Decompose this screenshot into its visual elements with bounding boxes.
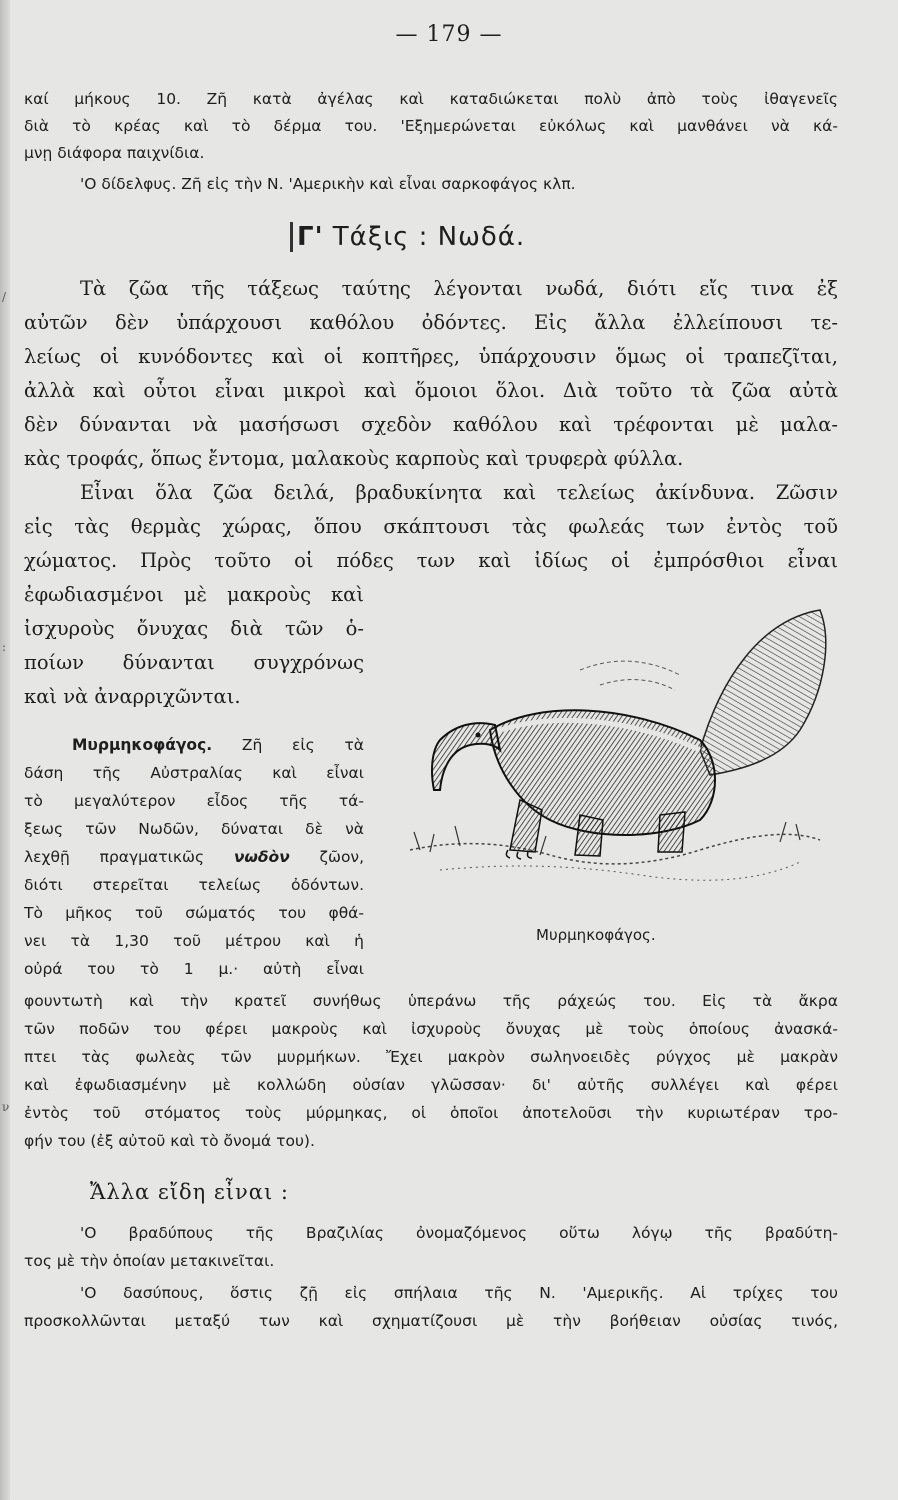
text-line: φήν του (ἐξ αὐτοῦ καὶ τὸ ὄνομά του).: [24, 1132, 315, 1150]
text-line: Τὸ μῆκος τοῦ σώματός του φθά-: [24, 904, 364, 922]
text-line: ποίων δύνανται συγχρόνως: [24, 651, 364, 674]
text-line: ξεως τῶν Νωδῶν, δύναται δὲ νὰ: [24, 820, 364, 838]
text-line: Τὰ ζῶα τῆς τάξεως ταύτης λέγονται νωδά, διότι εἴς τινα ἐξ: [80, 277, 838, 300]
anteater-term: Μυρμηκοφάγος.: [72, 736, 213, 754]
text-line: 'Ο βραδύπους τῆς Βραζιλίας ὀνομαζόμενος οὕτω λόγῳ τῆς βραδύτη-: [80, 1224, 838, 1242]
text-line: καὶ ἐφωδιασμένην μὲ κολλώδη οὐσίαν γλῶσσαν· δι' αὐτῆς συλλέγει καὶ φέρει: [24, 1076, 838, 1094]
text-span: ζῶον,: [289, 848, 364, 866]
section-title: Τάξις : Νωδά.: [332, 222, 526, 252]
figure-caption: Μυρμηκοφάγος.: [536, 926, 656, 944]
text-line: καί μήκους 10. Ζῆ κατὰ ἀγέλας καὶ καταδιώκεται πολὺ ἀπὸ τοὺς ἰθαγενεῖς: [24, 90, 838, 108]
text-span: Ζῆ εἰς τὰ: [212, 736, 364, 754]
emphasis-term: νωδὸν: [233, 848, 290, 866]
text-line: μνῃ διάφορα παιχνίδια.: [24, 144, 205, 162]
text-line: τὸ μεγαλύτερον εἶδος τῆς τά-: [24, 792, 364, 810]
text-span: λεχθῇ πραγματικῶς: [24, 848, 234, 866]
text-line: δὲν δύνανται νὰ μασήσωσι σχεδὸν καθόλου καὶ τρέφονται μὲ μαλα-: [24, 413, 838, 436]
text-line: αὐτῶν δὲν ὑπάρχουσι καθόλου ὀδόντες. Εἰς ἄλλα ἐλλείπουσι τε-: [24, 311, 838, 334]
text-line: διότι στερεῖται τελείως ὀδόντων.: [24, 876, 364, 894]
page-number: — 179 —: [395, 22, 503, 47]
text-line: φουντωτὴ καὶ τὴν κρατεῖ συνήθως ὑπεράνω τῆς ράχεώς του. Εἰς τὰ ἄκρα: [24, 992, 838, 1010]
margin-mark: :: [2, 640, 7, 654]
text-line: [24, 846, 364, 868]
text-line: ἰσχυροὺς ὄνυχας διὰ τῶν ὁ-: [24, 617, 364, 640]
text-line: δάση τῆς Αὐστραλίας καὶ εἶναι: [24, 764, 364, 782]
text-line: καὶ νὰ ἀναρριχῶνται.: [24, 685, 241, 708]
text-line: προσκολλῶνται μεταξύ των καὶ σχηματίζουσι μὲ τὴν βοήθειαν οὐσίας τινός,: [24, 1312, 838, 1330]
text-line: πτει τὰς φωλεὰς τῶν μυρμήκων. Ἔχει μακρὸν σωληνοειδὲς ρύγχος μὲ μακρὰν: [24, 1048, 838, 1066]
text-line: κὰς τροφάς, ὅπως ἔντομα, μαλακοὺς καρποὺς καὶ τρυφερὰ φύλλα.: [24, 447, 684, 470]
text-line: διὰ τὸ κρέας καὶ τὸ δέρμα του. 'Εξημερώνεται εὐκόλως καὶ μανθάνει νὰ κά-: [24, 117, 838, 135]
section-letter: Γ': [290, 222, 324, 252]
book-spine-shadow: [0, 0, 10, 1500]
text-line: χώματος. Πρὸς τοῦτο οἱ πόδες των καὶ ἰδίως οἱ ἐμπρόσθιοι εἶναι: [24, 549, 838, 572]
text-line: τῶν ποδῶν του φέρει μακροὺς καὶ ἰσχυροὺς ὄνυχας μὲ τοὺς ὁποίους ἀνασκά-: [24, 1020, 838, 1038]
text-line: οὐρά του τὸ 1 μ.· αὐτὴ εἶναι: [24, 960, 364, 978]
text-line: νει τὰ 1,30 τοῦ μέτρου καὶ ἡ: [24, 932, 364, 950]
text-line: ἀλλὰ καὶ οὗτοι εἶναι μικροὶ καὶ ὅμοιοι ὅλοι. Διὰ τοῦτο τὰ ζῶα αὐτὰ: [24, 379, 838, 402]
margin-mark: ν: [2, 1100, 10, 1114]
margin-mark: /: [2, 290, 7, 304]
anteater-drawing: [400, 600, 840, 920]
text-line: ἐντὸς τοῦ στόματος τοὺς μύρμηκας, οἱ ὁποῖοι ἀποτελοῦσι τὴν κυριωτέραν τρο-: [24, 1104, 838, 1122]
text-line: 'Ο δασύπους, ὅστις ζῇ εἰς σπήλαια τῆς Ν. 'Αμερικῆς. Αἱ τρίχες του: [80, 1284, 838, 1302]
text-line: 'Ο δίδελφυς. Ζῆ εἰς τὴν Ν. 'Αμερικὴν καὶ εἶναι σαρκοφάγος κλπ.: [80, 175, 576, 193]
text-line: Εἶναι ὅλα ζῶα δειλά, βραδυκίνητα καὶ τελείως ἀκίνδυνα. Ζῶσιν: [80, 481, 838, 504]
other-species-heading: Ἄλλα εἴδη εἶναι :: [90, 1180, 289, 1204]
text-line: τος μὲ τὴν ὁποίαν μετακινεῖται.: [24, 1252, 275, 1270]
text-line: [72, 734, 364, 756]
section-heading: [290, 222, 525, 252]
text-line: εἰς τὰς θερμὰς χώρας, ὅπου σκάπτουσι τὰς φωλεάς των ἐντὸς τοῦ: [24, 515, 838, 538]
text-line: ἐφωδιασμένοι μὲ μακροὺς καὶ: [24, 583, 364, 606]
anteater-illustration: [400, 600, 840, 920]
text-line: λείως οἱ κυνόδοντες καὶ οἱ κοπτῆρες, ὑπάρχουσιν ὅμως οἱ τραπεζῖται,: [24, 345, 838, 368]
